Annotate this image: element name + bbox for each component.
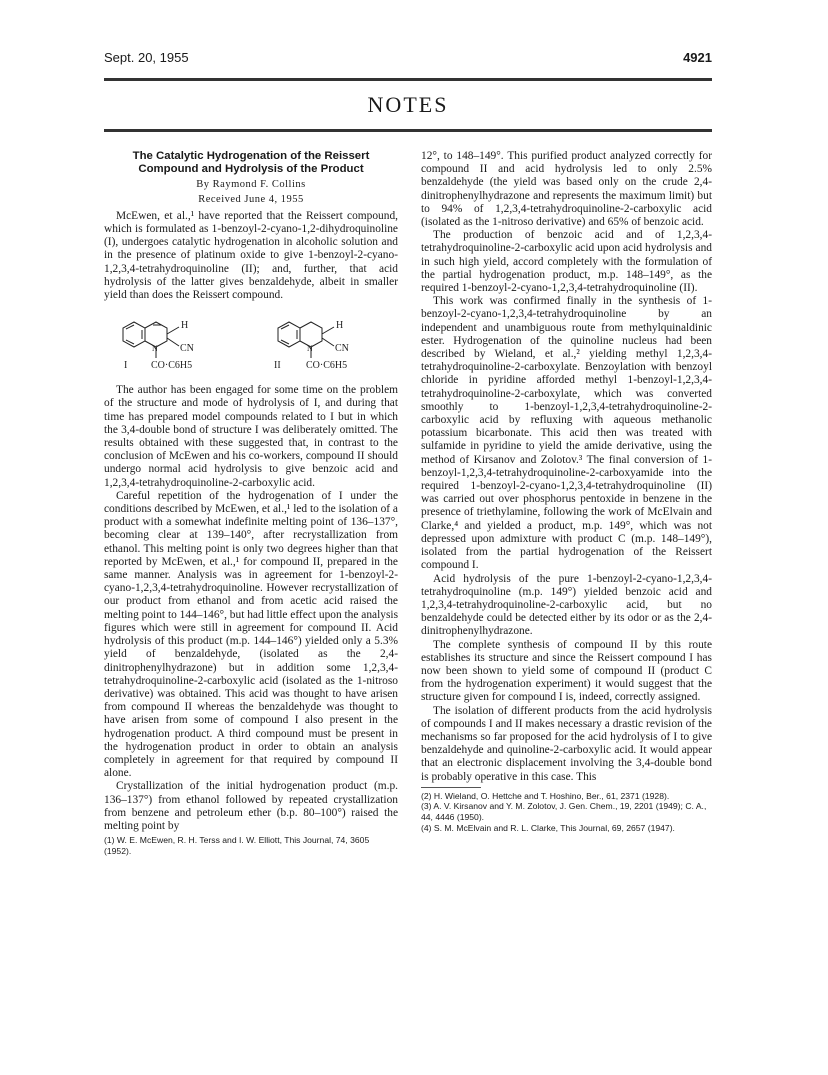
paragraph: Acid hydrolysis of the pure 1-benzoyl-2-cyano-1,2,3,4-tetrahydroquinoline (m.p. 149°) yielded benzoic acid and 1,2,3,4-tetrahydroquinoline-2-carboxylic acid, but no benzaldehyde could be detected either by its odor or as the 2,4-dinitrophenylhydrazone. bbox=[421, 572, 712, 638]
substituent-II: CO·C6H5 bbox=[306, 360, 348, 372]
structure-label-I: I bbox=[124, 360, 128, 372]
paragraph: Crystallization of the initial hydrogenation product (m.p. 136–137°) from ethanol followed by repeated crystallization from benzene and petroleum ether (b.p. 80–100°) raised the melting point by bbox=[104, 780, 398, 832]
article-byline: By Raymond F. Collins bbox=[196, 179, 306, 191]
page-number: 4921 bbox=[683, 50, 712, 65]
paragraph: The author has been engaged for some time on the problem of the structure and mode of hydrolysis of I, and during that time has prepared model compounds related to I but in which the 3,4-double bond of structure I was deliberately omitted. The results obtained with these suggested that, in contrast to the conclusion of McEwen and his co-workers, compound II should undergo normal acid hydrolysis to give benzoic acid and 1,2,3,4-tetrahydroquinoline-2-carboxylic acid. bbox=[104, 384, 398, 489]
section-title: NOTES bbox=[367, 92, 449, 117]
paragraph: Careful repetition of the hydrogenation of I under the conditions described by McEwen, et al.,¹ led to the isolation of a product with a somewhat indefinite melting point of 136–137°, becoming clear at 139–140°, after recrystallization from ethanol. This melting point is only two degrees higher than that reported by McEwen, et al.,¹ for compound II, prepared in the same manner. Analysis was in agreement for 1-benzoyl-2-cyano-1,2,3,4-tetrahydroquinoline. However recrystallization of our product from ethanol and from acetic acid raised the melting point to 144–146°, but had little effect upon the analysis figures which were still in agreement for compound II. Acid hydrolysis of this product (m.p. 144–146°) yielded only a 5.3% yield of benzaldehyde, (isolated as the 2,4-dinitrophenylhydrazone) but in addition some 1,2,3,4-tetrahydroquinoline-2-carboxylic acid (isolated as the 1-nitroso derivative) was obtained. This acid was thought to have arisen from compound II whereas the benzaldehyde was thought to have arisen from some of compound I also present in the hydrogenation product. A third compound must be present in the hydrogenation product in order to obtain an analysis completely in agreement for that required by compound II alone. bbox=[104, 489, 398, 780]
n-label: N bbox=[152, 344, 158, 354]
footnotes bbox=[421, 791, 712, 833]
chemical-structures bbox=[104, 304, 398, 380]
right-column bbox=[421, 150, 712, 833]
footnote-3: (3) A. V. Kirsanov and Y. M. Zolotov, J. Gen. Chem., 19, 2201 (1949); C. A., 44, 4446 (1950). bbox=[421, 801, 707, 822]
paragraph: McEwen, et al.,¹ have reported that the Reissert compound, which is formulated as 1-benzoyl-2-cyano-1,2-dihydroquinoline (I), undergoes catalytic hydrogenation in alcoholic solution and in the presence of platinum oxide to give 1-benzoyl-2-cyano-1,2,3,4-tetrahydroquinoline (II); and, further, that acid hydrolysis of the latter gives benzaldehyde, albeit in smaller yield than does the Reissert compound. bbox=[104, 209, 398, 302]
paragraph: 12°, to 148–149°. This purified product analyzed correctly for compound II and acid hydrolysis led to only 2.5% benzaldehyde (the yield was based only on the crude 2,4-dinitrophenylhydrazone and represents the maximum limit) but to 94% of 1,2,3,4-tetrahydroquinoline-2-carboxylic acid (isolated as the 1-nitroso derivative) and 65% of benzoic acid. bbox=[421, 150, 712, 229]
footnote-1: (1) W. E. McEwen, R. H. Terss and I. W. Elliott, This Journal, 74, 3605 (1952). bbox=[104, 835, 370, 856]
journal-date: Sept. 20, 1955 bbox=[104, 50, 189, 65]
cn-label: CN bbox=[335, 343, 349, 355]
structure-figure bbox=[104, 304, 398, 380]
top-rule bbox=[104, 78, 712, 81]
paragraph: This work was confirmed finally in the synthesis of 1-benzoyl-2-cyano-1,2,3,4-tetrahydroquinoline by an independent and unambiguous route from methylquinaldinic ester. Hydrogenation of the quinoline nucleus had been described by Wieland, et al.,² yielding methyl 1,2,3,4-tetrahydroquinoline-2-carboxylate. Benzoylation with benzoyl chloride in pyridine afforded methyl 1-benzoyl-1,2,3,4-tetrahydroquinoline-2-carboxylate, which was converted smoothly to 1-benzoyl-1,2,3,4-tetrahydroquinoline-2-carboxylic acid by refluxing with aqueous methanolic potassium bicarbonate. This acid then was treated with sulfamide in pyridine to yield the amide derivative, using the method of Kirsanov and Zolotov.³ The final conversion of 1-benzoyl-1,2,3,4-tetrahydroquinoline-2-carboxyamide into the required 1-benzoyl-2-cyano-1,2,3,4-tetrahydroquinoline (II) was carried out over phosphorus pentoxide in benzene in the presence of triethylamine, following the work of McElvain and Clarke,⁴ and yielded a product, m.p. 149°, which was not depressed upon admixture with product C (m.p. 148–149°), isolated from the partial hydrogenation of the Reissert compound I. bbox=[421, 295, 712, 572]
n-label: N bbox=[307, 344, 313, 354]
article-title: The Catalytic Hydrogenation of the Reissert Compound and Hydrolysis of the Product bbox=[132, 150, 370, 176]
footnote-2: (2) H. Wieland, O. Hettche and T. Hoshino, Ber., 61, 2371 (1928). bbox=[421, 790, 670, 801]
section-rule bbox=[104, 129, 712, 132]
substituent-I: CO·C6H5 bbox=[151, 360, 193, 372]
cn-label: CN bbox=[180, 343, 194, 355]
paragraph: The production of benzoic acid and of 1,2,3,4-tetrahydroquinoline-2-carboxylic acid upon acid hydrolysis and in such high yield, accord completely with the formulation of the partial hydrogenation product, m.p. 148–149°, as the required 1-benzoyl-2-cyano-1,2,3,4-tetrahydroquinoline (II). bbox=[421, 229, 712, 295]
h-label: H bbox=[336, 320, 344, 332]
structure-label-II: II bbox=[274, 360, 281, 372]
footnotes bbox=[104, 835, 398, 856]
footnote-4: (4) S. M. McElvain and R. L. Clarke, This Journal, 69, 2657 (1947). bbox=[421, 822, 675, 833]
page-header bbox=[104, 50, 712, 66]
paragraph: The isolation of different products from the acid hydrolysis of compounds I and II makes necessary a drastic revision of the mechanisms so far proposed for the acid hydrolysis of I to give benzaldehyde and quinoline-2-carboxylic acid. It would appear that an electronic displacement involving the 3,4-double bond is probably operative in this case. This bbox=[421, 704, 712, 783]
received-date: Received June 4, 1955 bbox=[198, 193, 304, 205]
left-column bbox=[104, 150, 398, 856]
footnote-rule bbox=[421, 787, 481, 788]
h-label: H bbox=[181, 320, 189, 332]
paragraph: The complete synthesis of compound II by this route establishes its structure and since the Reissert compound I has now been shown to yield some of compound II (product C from the hydrogenation experiment) it would suggest that the structure given for compound I is, indeed, correctly assigned. bbox=[421, 638, 712, 704]
